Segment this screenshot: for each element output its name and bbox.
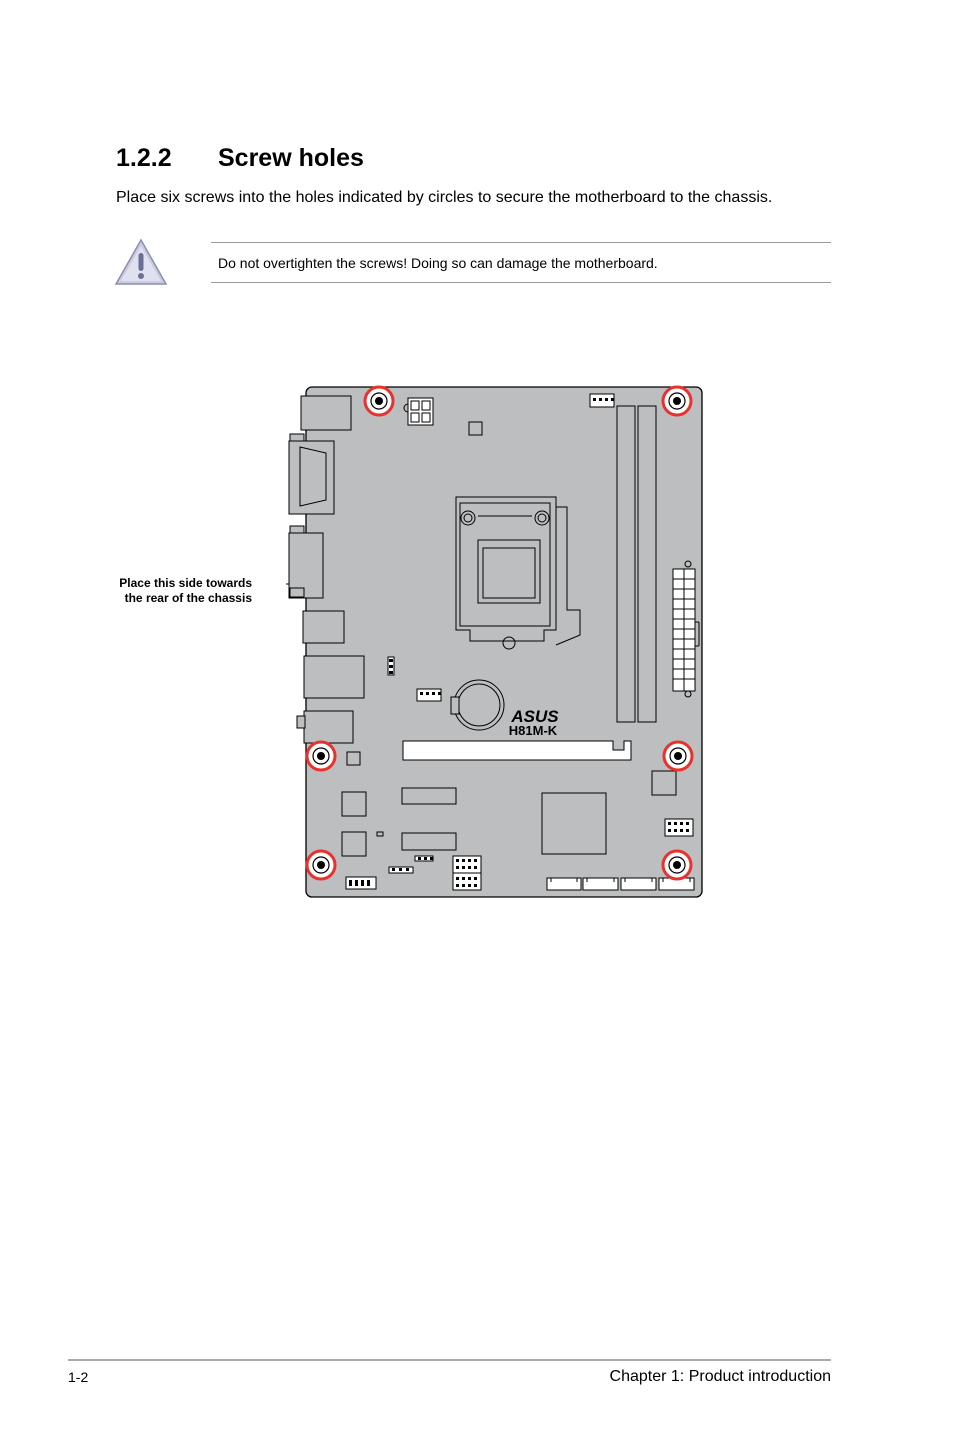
lan-usb-port <box>304 656 364 698</box>
sata-port-3 <box>621 878 656 890</box>
page-number: 1-2 <box>68 1369 89 1385</box>
screw-hole-1 <box>365 387 393 415</box>
dimm-slot-b <box>638 406 656 722</box>
brand-logo: ASUS <box>511 707 559 726</box>
usb-header-right <box>665 819 693 836</box>
callout-line-1: Place this side towards <box>119 576 252 590</box>
sata-port-1 <box>547 878 581 890</box>
footer-rule <box>68 1359 831 1361</box>
usb-port <box>303 611 344 643</box>
note-bottom-rule <box>211 282 831 283</box>
note-text: Do not overtighten the screws! Doing so can damage the motherboard. <box>218 255 658 271</box>
chipset <box>542 793 606 854</box>
screw-hole-2 <box>663 387 691 415</box>
atx12v-connector <box>408 398 433 425</box>
section-title: Screw holes <box>218 144 364 172</box>
motherboard-diagram <box>286 380 706 904</box>
screw-hole-3 <box>307 742 335 770</box>
sata-port-2 <box>583 878 618 890</box>
warning-triangle-icon <box>114 237 168 287</box>
note-top-rule <box>211 242 831 243</box>
pcie-x16-slot <box>403 741 631 760</box>
screw-hole-4 <box>664 742 692 770</box>
pci-e-x1-slot-a <box>402 788 456 804</box>
screw-hole-5 <box>307 851 335 879</box>
atx24-connector <box>673 561 699 697</box>
rear-side-callout <box>90 576 252 606</box>
screw-hole-6 <box>663 851 691 879</box>
pci-e-x1-slot-b <box>402 833 456 850</box>
section-number: 1.2.2 <box>116 144 172 172</box>
dimm-slot-a <box>617 406 635 722</box>
model-label: H81M-K <box>508 723 558 738</box>
ps2-port <box>301 396 351 430</box>
intro-paragraph: Place six screws into the holes indicated by circles to secure the motherboard to the chassis. <box>116 189 773 206</box>
chapter-title: Chapter 1: Product introduction <box>609 1368 831 1385</box>
callout-line-2: the rear of the chassis <box>124 591 252 605</box>
audio-port <box>304 711 353 743</box>
